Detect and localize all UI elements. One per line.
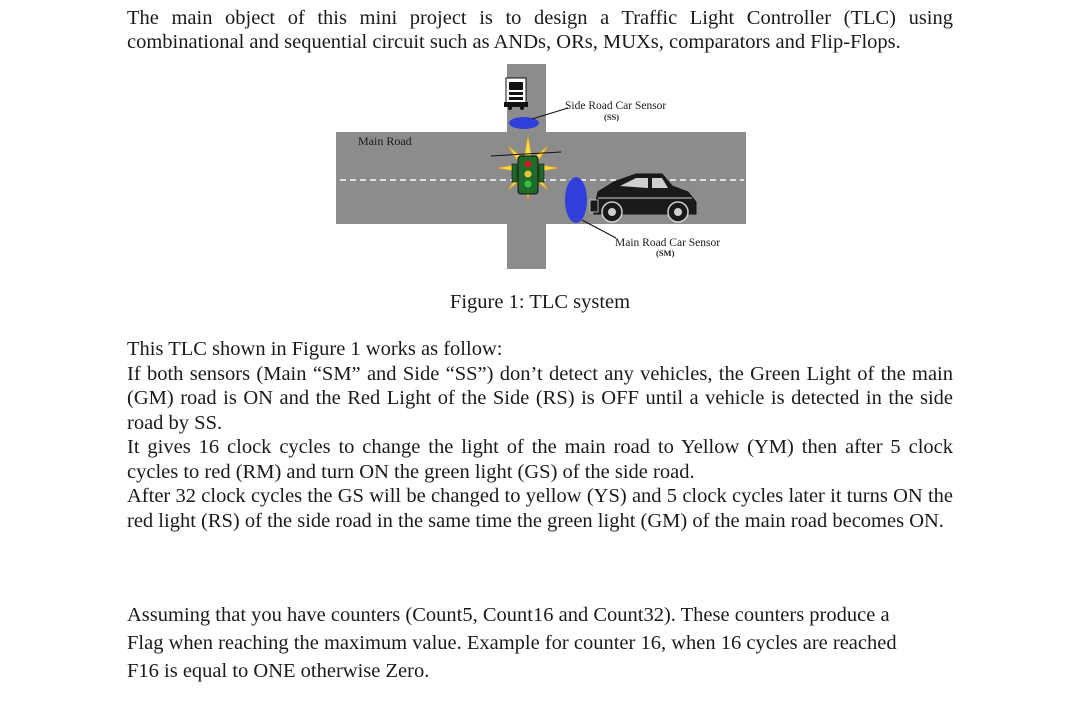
assumption-line-2: Flag when reaching the maximum value. Example for counter 16, when 16 cycles are reached [127, 632, 897, 654]
tlc-system-figure [336, 64, 756, 274]
intro-paragraph: The main object of this mini project is to design a Traffic Light Controller (TLC) using combinational and sequential circuit such as ANDs, ORs, MUXs, comparators and Flip-Flops. [127, 7, 953, 53]
description-lead: This TLC shown in Figure 1 works as follow: [127, 338, 503, 360]
truck-icon [504, 78, 528, 110]
description-paragraph-3: After 32 clock cycles the GS will be changed to yellow (YS) and 5 clock cycles later it turns ON the red light (RS) of the side road in the same time the green light (GM) of the main road becomes ON. [127, 485, 953, 532]
tlc-description [127, 337, 953, 533]
description-paragraph-1: If both sensors (Main “SM” and Side “SS”) don’t detect any vehicles, the Green Light of the main (GM) road is ON and the Red Light of the Side (RS) is OFF until a vehicle is detected in the side road by SS. [127, 362, 953, 434]
main-sensor-label: Main Road Car Sensor [615, 237, 721, 249]
assumption-paragraph [127, 601, 953, 685]
assumption-line-1: Assuming that you have counters (Count5, Count16 and Count32). These counters produce a [127, 604, 890, 626]
assumption-line-3: F16 is equal to ONE otherwise Zero. [127, 660, 430, 682]
side-sensor-abbr: (SS) [604, 112, 620, 122]
side-road-sensor [509, 117, 539, 129]
side-sensor-label: Side Road Car Sensor [565, 100, 667, 112]
main-road-sensor [565, 177, 587, 223]
main-road-label: Main Road [358, 134, 412, 148]
main-sensor-abbr: (SM) [656, 248, 675, 258]
description-paragraph-2: It gives 16 clock cycles to change the light of the main road to Yellow (YM) then after 5 clock cycles to red (RM) and turn ON the green light (GS) of the side road. [127, 436, 953, 483]
figure-caption: Figure 1: TLC system [449, 291, 631, 313]
